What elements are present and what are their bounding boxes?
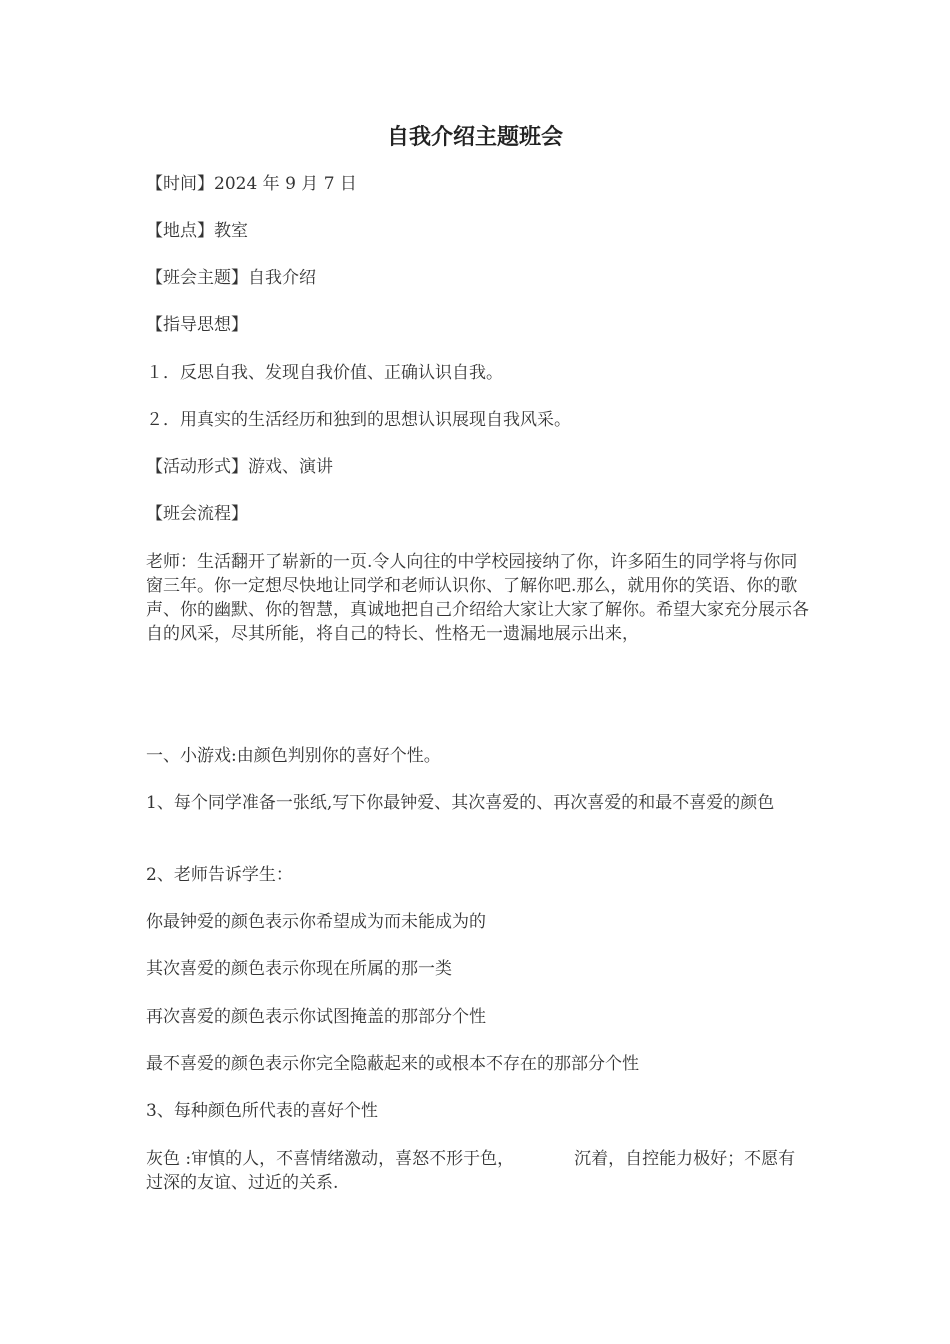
document-title: 自我介绍主题班会 xyxy=(386,124,563,150)
gray-description-part-b: 沉着，自控能力极好；不愿有过深的友谊、过近的关系. xyxy=(146,1149,796,1193)
gray-description-part-a: 灰色 :审慎的人，不喜情绪激动，喜怒不形于色， xyxy=(146,1149,515,1169)
color-meaning-3: 再次喜爱的颜色表示你试图掩盖的那部分个性 xyxy=(146,1007,486,1027)
color-meaning-4: 最不喜爱的颜色表示你完全隐蔽起来的或根本不存在的那部分个性 xyxy=(146,1054,639,1074)
color-meaning-1: 你最钟爱的颜色表示你希望成为而未能成为的 xyxy=(146,912,486,932)
meeting-theme: 【班会主题】自我介绍 xyxy=(146,268,316,288)
guiding-item-1: １．反思自我、发现自我价值、正确认识自我。 xyxy=(146,363,503,383)
meeting-place: 【地点】教室 xyxy=(146,221,248,241)
color-meaning-2: 其次喜爱的颜色表示你现在所属的那一类 xyxy=(146,959,452,979)
game-step-1: 1、每个同学准备一张纸,写下你最钟爱、其次喜爱的、再次喜爱的和最不喜爱的颜色 xyxy=(146,793,775,813)
guiding-item-2: ２．用真实的生活经历和独到的思想认识展现自我风采。 xyxy=(146,410,571,430)
game-title: 一、小游戏:由颜色判别你的喜好个性。 xyxy=(146,746,441,766)
game-step-3: 3、每种颜色所代表的喜好个性 xyxy=(146,1101,378,1121)
game-step-2: 2、老师告诉学生： xyxy=(146,865,293,885)
guiding-heading: 【指导思想】 xyxy=(146,315,248,335)
teacher-intro-paragraph: 老师：生活翻开了崭新的一页.令人向往的中学校园接纳了你，许多陌生的同学将与你同窗三年。你一定想尽快地让同学和老师认识你、了解你吧.那么，就用你的笑语、你的歌声、你的幽默、你的智慧，真诚地把自己介绍给大家让大家了解你。希望大家充分展示各自的风采，尽其所能，将自己的特长、性格无一遗漏地展示出来， xyxy=(146,552,809,644)
meeting-time: 【时间】2024 年 9 月 7 日 xyxy=(146,174,357,194)
activity-form: 【活动形式】游戏、演讲 xyxy=(146,457,333,477)
process-heading: 【班会流程】 xyxy=(146,504,248,524)
gray-color-description xyxy=(146,1147,811,1195)
